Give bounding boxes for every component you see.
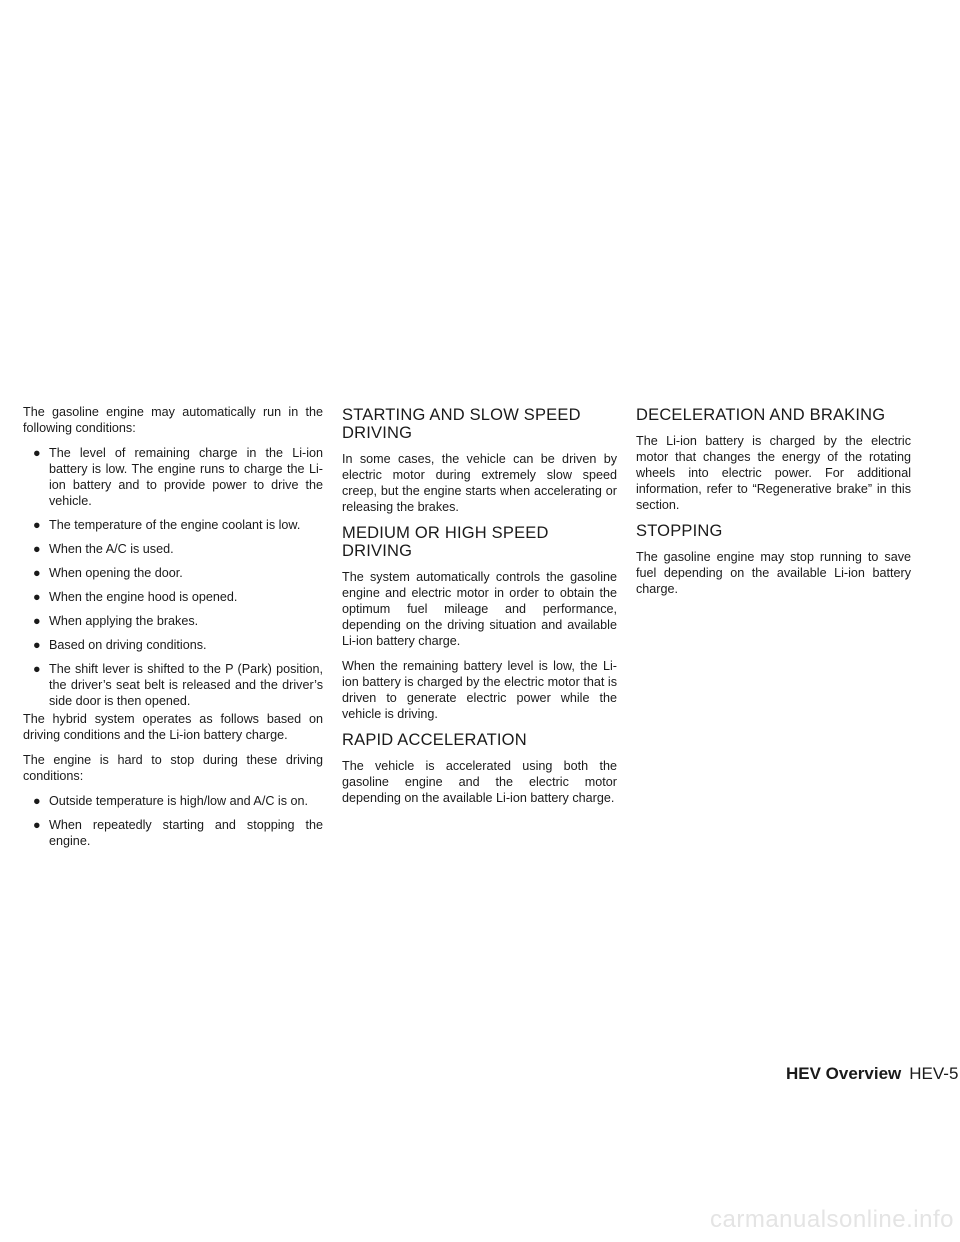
hybrid-operation-paragraph: The hybrid system operates as follows based on driving conditions and the Li-ion battery charge. [23, 712, 323, 742]
list-item: ● The level of remaining charge in the Li-ion battery is low. The engine runs to charge the Li-ion battery and to provide power to drive the vehicle. [33, 446, 323, 508]
bullet-icon: ● [33, 818, 41, 832]
watermark: carmanualsonline.info [710, 1206, 954, 1233]
right-column [636, 406, 911, 606]
bullet-icon: ● [33, 566, 41, 580]
bullet-icon: ● [33, 638, 41, 652]
starting-paragraph: In some cases, the vehicle can be driven by electric motor during extremely slow speed creep, but the engine starts when accelerating or releasing the brakes. [342, 452, 617, 514]
middle-column [342, 406, 617, 815]
heading-stopping: STOPPING [636, 522, 723, 540]
list-item: ● Outside temperature is high/low and A/C is on. [33, 794, 309, 808]
list-item: ● The temperature of the engine coolant is low. [33, 518, 301, 532]
deceleration-paragraph: The Li-ion battery is charged by the electric motor that changes the energy of the rotating wheels into electric power. For additional information, refer to “Regenerative brake” in this section. [636, 434, 911, 512]
list-item: ● When repeatedly starting and stopping the engine. [33, 818, 323, 848]
list-item: ● When applying the brakes. [33, 614, 199, 628]
heading-deceleration-braking: DECELERATION AND BRAKING [636, 406, 886, 424]
list-item: ● When the engine hood is opened. [33, 590, 238, 604]
list-item: ● Based on driving conditions. [33, 638, 207, 652]
list-item: ● The shift lever is shifted to the P (Park) position, the driver’s seat belt is released and the driver’s side door is then opened. [33, 662, 323, 708]
engine-run-conditions-list [23, 445, 323, 709]
stopping-paragraph: The gasoline engine may stop running to save fuel depending on the available Li-ion battery charge. [636, 550, 911, 596]
bullet-icon: ● [33, 542, 41, 556]
bullet-icon: ● [33, 446, 41, 460]
list-item: ● When opening the door. [33, 566, 183, 580]
page-number: HEV-5 [909, 1064, 959, 1083]
left-column [23, 404, 323, 857]
heading-medium-high-speed: MEDIUM OR HIGH SPEED DRIVING [342, 524, 549, 560]
bullet-icon: ● [33, 662, 41, 676]
section-title: HEV Overview [786, 1064, 902, 1083]
bullet-icon: ● [33, 518, 41, 532]
battery-low-paragraph: When the remaining battery level is low, the Li-ion battery is charged by the electric motor that is driven to generate electric power while the vehicle is driving. [342, 659, 617, 721]
medium-speed-paragraph: The system automatically controls the gasoline engine and electric motor in order to obtain the optimum fuel mileage and performance, depending on the driving situation and available Li-ion battery charge. [342, 570, 617, 648]
heading-starting-slow-speed: STARTING AND SLOW SPEED DRIVING [342, 406, 581, 442]
rapid-acceleration-paragraph: The vehicle is accelerated using both the gasoline engine and the electric motor depending on the available Li-ion battery charge. [342, 759, 617, 805]
hard-to-stop-conditions-list [23, 793, 323, 849]
list-item: ● When the A/C is used. [33, 542, 174, 556]
heading-rapid-acceleration: RAPID ACCELERATION [342, 731, 527, 749]
intro-paragraph: The gasoline engine may automatically run in the following conditions: [23, 405, 323, 435]
engine-hard-to-stop-paragraph: The engine is hard to stop during these driving conditions: [23, 753, 323, 783]
bullet-icon: ● [33, 794, 41, 808]
page-footer [786, 1064, 958, 1084]
bullet-icon: ● [33, 590, 41, 604]
bullet-icon: ● [33, 614, 41, 628]
